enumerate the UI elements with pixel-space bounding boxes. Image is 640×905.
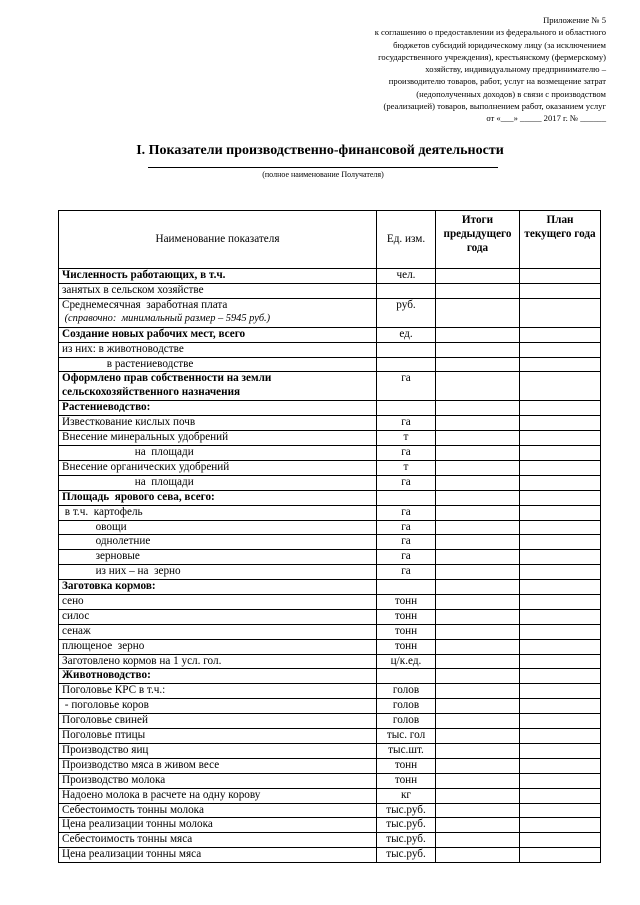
indicator-name: зерновые — [62, 550, 140, 563]
indicator-name: Внесение органических удобрений — [62, 461, 230, 474]
indicator-name-cell — [59, 654, 377, 669]
table-row — [59, 684, 601, 699]
current-plan-value-cell[interactable] — [520, 684, 601, 699]
table-row — [59, 743, 601, 758]
indicator-name-cell — [59, 684, 377, 699]
current-plan-value-cell[interactable] — [520, 654, 601, 669]
indicator-name-cell — [59, 372, 377, 401]
unit-cell: т — [377, 461, 436, 476]
unit-cell — [377, 669, 436, 684]
unit-cell: голов — [377, 699, 436, 714]
current-plan-value-cell[interactable] — [520, 283, 601, 298]
previous-year-value-cell[interactable] — [436, 758, 520, 773]
unit-cell: ц/к.ед. — [377, 654, 436, 669]
unit-cell: га — [377, 446, 436, 461]
table-row — [59, 461, 601, 476]
indicator-name: Оформлено прав собственности на земли — [62, 372, 272, 385]
unit-cell: голов — [377, 714, 436, 729]
current-plan-value-cell[interactable] — [520, 342, 601, 357]
indicator-name-cell — [59, 758, 377, 773]
indicator-name: Внесение минеральных удобрений — [62, 431, 229, 444]
unit-cell: ед. — [377, 327, 436, 342]
table-row — [59, 818, 601, 833]
current-plan-value-cell[interactable] — [520, 729, 601, 744]
indicator-name: сенаж — [62, 624, 91, 637]
table-row — [59, 416, 601, 431]
table-row — [59, 580, 601, 595]
table-row — [59, 372, 601, 401]
indicator-name: Поголовье птицы — [62, 729, 146, 742]
annex-text-line: (недополученных доходов) в связи с производством — [416, 88, 606, 99]
unit-cell: кг — [377, 788, 436, 803]
unit-cell: га — [377, 535, 436, 550]
current-plan-value-cell[interactable] — [520, 639, 601, 654]
previous-year-value-cell[interactable] — [436, 269, 520, 284]
unit-cell — [377, 342, 436, 357]
unit-cell: га — [377, 565, 436, 580]
current-plan-value-cell[interactable] — [520, 758, 601, 773]
previous-year-value-cell[interactable] — [436, 431, 520, 446]
previous-year-value-cell[interactable] — [436, 848, 520, 863]
indicator-name-cell — [59, 773, 377, 788]
unit-cell — [377, 580, 436, 595]
indicator-name: в т.ч. картофель — [62, 505, 143, 518]
indicator-name-cell — [59, 342, 377, 357]
annex-text-line: государственного учреждения), крестьянскому (фермерскому) — [378, 51, 606, 62]
indicator-name: Среднемесячная заработная плата — [62, 298, 228, 311]
indicator-name-cell — [59, 565, 377, 580]
table-row — [59, 639, 601, 654]
current-plan-value-cell[interactable] — [520, 327, 601, 342]
indicator-name-cell — [59, 580, 377, 595]
indicator-name: на площади — [62, 446, 194, 459]
unit-cell: тыс.руб. — [377, 818, 436, 833]
previous-year-value-cell[interactable] — [436, 639, 520, 654]
previous-year-value-cell[interactable] — [436, 580, 520, 595]
table-row — [59, 269, 601, 284]
indicator-name-cell — [59, 699, 377, 714]
unit-cell: тыс.руб. — [377, 848, 436, 863]
indicator-note: (справочно: минимальный размер – 5945 руб.) — [62, 313, 271, 325]
unit-cell: га — [377, 416, 436, 431]
current-plan-value-cell[interactable] — [520, 669, 601, 684]
unit-cell: га — [377, 505, 436, 520]
previous-year-value-cell[interactable] — [436, 283, 520, 298]
current-plan-value-cell[interactable] — [520, 535, 601, 550]
indicator-name-cell — [59, 461, 377, 476]
unit-cell: т — [377, 431, 436, 446]
indicator-name: Производство мяса в живом весе — [62, 758, 220, 771]
table-row — [59, 446, 601, 461]
header-unit: Ед. изм. — [377, 211, 436, 269]
previous-year-value-cell[interactable] — [436, 833, 520, 848]
previous-year-value-cell[interactable] — [436, 357, 520, 372]
current-plan-value-cell[interactable] — [520, 714, 601, 729]
indicator-name: Производство молока — [62, 773, 166, 786]
previous-year-value-cell[interactable] — [436, 327, 520, 342]
previous-year-value-cell[interactable] — [436, 684, 520, 699]
indicator-name: занятых в сельском хозяйстве — [62, 283, 204, 296]
indicator-name-cell — [59, 818, 377, 833]
indicator-name: Цена реализации тонны мяса — [62, 848, 202, 861]
indicator-name-cell — [59, 416, 377, 431]
indicator-name-cell — [59, 298, 377, 327]
annex-date-line: от «___» _____ 2017 г. № ______ — [486, 113, 606, 124]
previous-year-value-cell[interactable] — [436, 773, 520, 788]
indicator-name: Производство яиц — [62, 743, 149, 756]
unit-cell: га — [377, 372, 436, 401]
previous-year-value-cell[interactable] — [436, 461, 520, 476]
unit-cell: га — [377, 550, 436, 565]
table-row — [59, 654, 601, 669]
table-row — [59, 565, 601, 580]
unit-cell: голов — [377, 684, 436, 699]
indicator-name-cell — [59, 743, 377, 758]
current-plan-value-cell[interactable] — [520, 461, 601, 476]
indicator-name: Надоено молока в расчете на одну корову — [62, 788, 261, 801]
current-plan-value-cell[interactable] — [520, 298, 601, 327]
current-plan-value-cell[interactable] — [520, 475, 601, 490]
current-plan-value-cell[interactable] — [520, 416, 601, 431]
indicator-name-cell — [59, 401, 377, 416]
indicator-name: в растениеводстве — [62, 357, 194, 370]
indicator-name-cell — [59, 357, 377, 372]
previous-year-value-cell[interactable] — [436, 699, 520, 714]
table-row — [59, 475, 601, 490]
current-plan-value-cell[interactable] — [520, 818, 601, 833]
table-row — [59, 535, 601, 550]
current-plan-value-cell[interactable] — [520, 490, 601, 505]
unit-cell: тонн — [377, 639, 436, 654]
previous-year-value-cell[interactable] — [436, 520, 520, 535]
table-row — [59, 505, 601, 520]
indicator-name-cell — [59, 520, 377, 535]
current-plan-value-cell[interactable] — [520, 550, 601, 565]
current-plan-value-cell[interactable] — [520, 773, 601, 788]
previous-year-value-cell[interactable] — [436, 788, 520, 803]
table-row — [59, 401, 601, 416]
current-plan-value-cell[interactable] — [520, 520, 601, 535]
annex-block — [306, 14, 606, 125]
current-plan-value-cell[interactable] — [520, 699, 601, 714]
current-plan-value-cell[interactable] — [520, 595, 601, 610]
header-indicator-name: Наименование показателя — [59, 211, 377, 269]
table-row — [59, 357, 601, 372]
indicator-name-cell — [59, 490, 377, 505]
indicator-name: Заготовка кормов: — [62, 580, 156, 593]
indicator-name-cell — [59, 446, 377, 461]
table-row — [59, 490, 601, 505]
annex-text-line: (реализацией) товаров, выполнением работ, оказанием услуг — [383, 101, 606, 112]
previous-year-value-cell[interactable] — [436, 565, 520, 580]
indicator-name-cell — [59, 535, 377, 550]
annex-text-line: к соглашению о предоставлении из федерального и областного — [374, 27, 606, 38]
indicator-name: сено — [62, 595, 84, 608]
indicator-name: однолетние — [62, 535, 151, 548]
indicator-name-cell — [59, 595, 377, 610]
indicator-name: плющеное зерно — [62, 639, 145, 652]
unit-cell: га — [377, 520, 436, 535]
table-row — [59, 788, 601, 803]
unit-cell: руб. — [377, 298, 436, 327]
unit-cell — [377, 401, 436, 416]
previous-year-value-cell[interactable] — [436, 550, 520, 565]
current-plan-value-cell[interactable] — [520, 565, 601, 580]
unit-cell — [377, 357, 436, 372]
current-plan-value-cell[interactable] — [520, 833, 601, 848]
table-row — [59, 283, 601, 298]
indicator-name-cell — [59, 505, 377, 520]
previous-year-value-cell[interactable] — [436, 595, 520, 610]
previous-year-value-cell[interactable] — [436, 475, 520, 490]
previous-year-value-cell[interactable] — [436, 654, 520, 669]
table-row — [59, 729, 601, 744]
table-row — [59, 342, 601, 357]
table-row — [59, 758, 601, 773]
table-row — [59, 848, 601, 863]
indicator-name-cell — [59, 848, 377, 863]
indicator-name: Цена реализации тонны молока — [62, 818, 213, 831]
previous-year-value-cell[interactable] — [436, 803, 520, 818]
previous-year-value-cell[interactable] — [436, 714, 520, 729]
recipient-name-line[interactable] — [148, 167, 498, 168]
indicators-table — [58, 210, 601, 863]
current-plan-value-cell[interactable] — [520, 401, 601, 416]
indicator-name: Поголовье свиней — [62, 714, 148, 727]
unit-cell: тонн — [377, 758, 436, 773]
previous-year-value-cell[interactable] — [436, 490, 520, 505]
indicator-name: Поголовье КРС в т.ч.: — [62, 684, 166, 697]
unit-cell: тыс.руб. — [377, 833, 436, 848]
header-previous-year: Итоги предыдущего года — [436, 211, 520, 269]
indicator-name-cell — [59, 283, 377, 298]
table-row — [59, 699, 601, 714]
unit-cell: га — [377, 475, 436, 490]
indicator-name-cell — [59, 729, 377, 744]
previous-year-value-cell[interactable] — [436, 743, 520, 758]
indicator-name: Растениеводство: — [62, 401, 151, 414]
table-row — [59, 833, 601, 848]
table-row — [59, 624, 601, 639]
unit-cell: тыс. гол — [377, 729, 436, 744]
current-plan-value-cell[interactable] — [520, 431, 601, 446]
current-plan-value-cell[interactable] — [520, 743, 601, 758]
annex-text-line: бюджетов субсидий юридическому лицу (за исключением — [393, 39, 606, 50]
previous-year-value-cell[interactable] — [436, 609, 520, 624]
annex-text-line: производителю товаров, работ, услуг на возмещение затрат — [388, 76, 606, 87]
section-title: I. Показатели производственно-финансовой деятельности — [136, 143, 504, 158]
recipient-caption: (полное наименование Получателя) — [262, 170, 384, 179]
indicator-name: овощи — [62, 520, 127, 533]
indicator-name-cell — [59, 669, 377, 684]
indicator-name-cell — [59, 327, 377, 342]
previous-year-value-cell[interactable] — [436, 729, 520, 744]
indicator-name: Создание новых рабочих мест, всего — [62, 327, 246, 340]
previous-year-value-cell[interactable] — [436, 669, 520, 684]
table-row — [59, 520, 601, 535]
table-row — [59, 803, 601, 818]
indicator-name: Заготовлено кормов на 1 усл. гол. — [62, 654, 222, 667]
unit-cell — [377, 490, 436, 505]
indicator-name: Себестоимость тонны мяса — [62, 833, 193, 846]
previous-year-value-cell[interactable] — [436, 401, 520, 416]
previous-year-value-cell[interactable] — [436, 416, 520, 431]
table-row — [59, 550, 601, 565]
indicator-name: силос — [62, 609, 90, 622]
unit-cell: тонн — [377, 773, 436, 788]
table-row — [59, 595, 601, 610]
annex-number: Приложение № 5 — [543, 15, 606, 25]
current-plan-value-cell[interactable] — [520, 624, 601, 639]
table-row — [59, 714, 601, 729]
table-row — [59, 431, 601, 446]
previous-year-value-cell[interactable] — [436, 505, 520, 520]
unit-cell: тыс.руб. — [377, 803, 436, 818]
indicator-name-cell — [59, 714, 377, 729]
unit-cell: тыс.шт. — [377, 743, 436, 758]
table-row — [59, 609, 601, 624]
current-plan-value-cell[interactable] — [520, 803, 601, 818]
current-plan-value-cell[interactable] — [520, 357, 601, 372]
previous-year-value-cell[interactable] — [436, 818, 520, 833]
indicator-name-cell — [59, 624, 377, 639]
indicator-name-cell — [59, 803, 377, 818]
current-plan-value-cell[interactable] — [520, 848, 601, 863]
indicator-name: Площадь ярового сева, всего: — [62, 490, 215, 503]
current-plan-value-cell[interactable] — [520, 372, 601, 401]
indicator-name-cell — [59, 788, 377, 803]
unit-cell: чел. — [377, 269, 436, 284]
indicator-name: на площади — [62, 475, 194, 488]
indicator-name-cell — [59, 475, 377, 490]
indicator-name: Себестоимость тонны молока — [62, 803, 204, 816]
previous-year-value-cell[interactable] — [436, 535, 520, 550]
indicator-name: Животноводство: — [62, 669, 151, 682]
indicator-name-continued: сельскохозяйственного назначения — [62, 385, 241, 398]
indicator-name-cell — [59, 269, 377, 284]
table-row — [59, 298, 601, 327]
current-plan-value-cell[interactable] — [520, 446, 601, 461]
current-plan-value-cell[interactable] — [520, 609, 601, 624]
current-plan-value-cell[interactable] — [520, 269, 601, 284]
current-plan-value-cell[interactable] — [520, 788, 601, 803]
indicator-name: из них – на зерно — [62, 565, 181, 578]
indicator-name: - поголовье коров — [62, 699, 149, 712]
current-plan-value-cell[interactable] — [520, 580, 601, 595]
previous-year-value-cell[interactable] — [436, 372, 520, 401]
table-row — [59, 327, 601, 342]
indicator-name-cell — [59, 833, 377, 848]
header-current-plan: План текущего года — [520, 211, 601, 269]
table-row — [59, 773, 601, 788]
unit-cell — [377, 283, 436, 298]
current-plan-value-cell[interactable] — [520, 505, 601, 520]
annex-text-line: хозяйству, индивидуальному предпринимателю – — [425, 64, 606, 75]
indicator-name: Известкование кислых почв — [62, 416, 196, 429]
unit-cell: тонн — [377, 595, 436, 610]
indicator-name: Численность работающих, в т.ч. — [62, 269, 226, 281]
indicator-name-cell — [59, 550, 377, 565]
previous-year-value-cell[interactable] — [436, 624, 520, 639]
previous-year-value-cell[interactable] — [436, 342, 520, 357]
previous-year-value-cell[interactable] — [436, 298, 520, 327]
table-row — [59, 669, 601, 684]
indicator-name-cell — [59, 431, 377, 446]
indicator-name-cell — [59, 639, 377, 654]
previous-year-value-cell[interactable] — [436, 446, 520, 461]
unit-cell: тонн — [377, 609, 436, 624]
indicator-name: из них: в животноводстве — [62, 342, 184, 355]
indicator-name-cell — [59, 609, 377, 624]
table-body — [59, 269, 601, 863]
unit-cell: тонн — [377, 624, 436, 639]
